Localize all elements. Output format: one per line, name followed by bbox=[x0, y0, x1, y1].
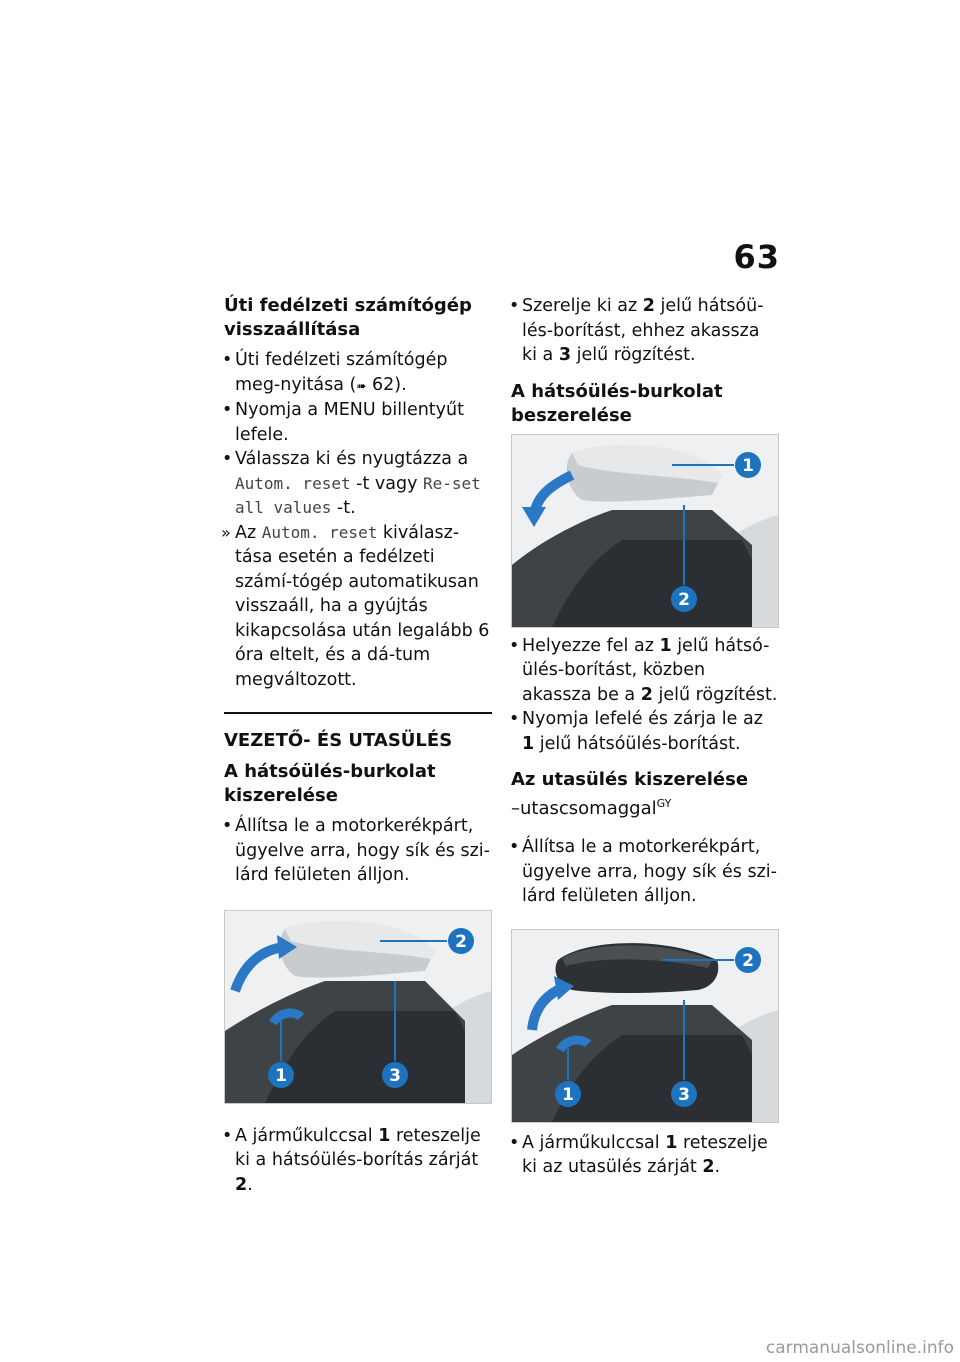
heading-remove-passenger-seat: Az utasülés kiszerelése bbox=[511, 769, 749, 790]
heading-install-cover: A hátsóülés-burkolat beszerelése bbox=[511, 380, 723, 426]
step-remove-cover: • Szerelje ki az 2 jelű hátsóü-lés-borítást, ehhez akassza ki a 3 jelű rögzítést. bbox=[511, 294, 779, 368]
callout-1 bbox=[555, 1081, 581, 1107]
svg-text:3: 3 bbox=[389, 1065, 401, 1086]
step-press-menu: • Nyomja a MENU billentyűt lefele. bbox=[224, 398, 492, 447]
figure-install-cover bbox=[511, 434, 779, 628]
step-select-reset: • Válassza ki és nyugtázza a Autom. reset -t vagy Re-set all values -t. bbox=[224, 447, 492, 521]
svg-text:2: 2 bbox=[678, 589, 690, 610]
figure-remove-cover bbox=[224, 910, 492, 1104]
callout-3 bbox=[671, 1081, 697, 1107]
step-close-cover: • Nyomja lefelé és zárja le az 1 jelű hátsóülés-borítást. bbox=[511, 707, 779, 756]
page-number: 63 bbox=[733, 238, 780, 276]
sup-gy: GY bbox=[656, 797, 672, 810]
svg-text:2: 2 bbox=[455, 931, 467, 952]
svg-text:2: 2 bbox=[742, 950, 754, 971]
code-reset-all: Re-set all values bbox=[235, 473, 481, 517]
callout-3 bbox=[382, 1062, 408, 1088]
callout-2 bbox=[448, 928, 474, 954]
callout-2 bbox=[735, 947, 761, 973]
callout-1 bbox=[268, 1062, 294, 1088]
right-column bbox=[511, 294, 779, 1180]
figure-remove-passenger-seat bbox=[511, 929, 779, 1123]
step-unlock-passenger-seat: • A járműkulccsal 1 reteszelje ki az utasülés zárját 2. bbox=[511, 1131, 779, 1180]
subtitle-with-luggage: –utascsomaggal$^{GY}$ bbox=[511, 797, 672, 819]
step-park-bike: • Állítsa le a motorkerékpárt, ügyelve arra, hogy sík és szi-lárd felületen álljon. bbox=[224, 814, 492, 888]
step-unlock-cover: • A járműkulccsal 1 reteszelje ki a hátsóülés-borítás zárját 2. bbox=[224, 1124, 492, 1198]
svg-text:3: 3 bbox=[678, 1084, 690, 1105]
code-autom-reset: Autom. reset bbox=[235, 473, 351, 493]
callout-1 bbox=[735, 452, 761, 478]
section-title-seats: VEZETŐ- ÉS UTASÜLÉS bbox=[224, 712, 492, 752]
step-park-bike-2: • Állítsa le a motorkerékpárt, ügyelve arra, hogy sík és szi-lárd felületen álljon. bbox=[511, 835, 779, 909]
heading-remove-cover: A hátsóülés-burkolat kiszerelése bbox=[224, 761, 436, 806]
result-auto-reset: » Az Autom. reset kiválasz-tása esetén a fedélzeti számí-tógép automatikusan visszaáll, ha a gyújtás kikapcsolása után legalább 6 óra eltelt, és a dá-tum megváltozott. bbox=[224, 521, 492, 693]
step-fit-cover: • Helyezze fel az 1 jelű hátsó-ülés-borítást, közben akassza be a 2 jelű rögzítést. bbox=[511, 634, 779, 708]
code-autom-reset-result: Autom. reset bbox=[261, 522, 378, 542]
page-ref-link[interactable]: 62). bbox=[372, 374, 407, 395]
ref-arrow-icon: ➠ bbox=[356, 378, 367, 393]
svg-text:1: 1 bbox=[275, 1065, 287, 1086]
step-open-trip-computer: • Úti fedélzeti számítógép meg-nyitása (➠ 62). bbox=[224, 348, 492, 398]
svg-text:1: 1 bbox=[562, 1084, 574, 1105]
footer-watermark: carmanualsonline.info bbox=[765, 1338, 954, 1358]
callout-2 bbox=[671, 586, 697, 612]
left-column bbox=[224, 294, 492, 1197]
svg-text:1: 1 bbox=[742, 455, 754, 476]
heading-trip-computer-reset: Úti fedélzeti számítógép visszaállítása bbox=[224, 295, 472, 340]
